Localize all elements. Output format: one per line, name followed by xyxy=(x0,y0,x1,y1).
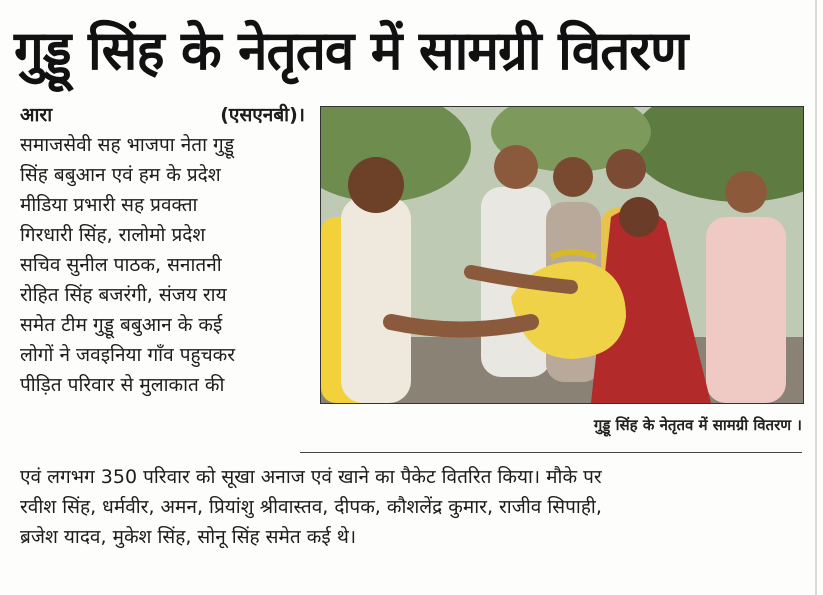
column-line: पीड़ित परिवार से मुलाकात की xyxy=(20,374,225,396)
dateline xyxy=(20,100,305,130)
column-line: लोगों ने जवइनिया गाँव पहुचकर xyxy=(20,344,236,366)
column-line: समाजसेवी सह भाजपा नेता गुड्डू xyxy=(20,134,235,156)
column-line: रोहित सिंह बजरंगी, संजय राय xyxy=(20,284,227,306)
page-edge-rule xyxy=(815,0,817,595)
column-line: गिरधारी सिंह, रालोमो प्रदेश xyxy=(20,224,206,246)
continuation-line: रवीश सिंह, धर्मवीर, अमन, प्रियांशु श्रीवास्तव, दीपक, कौशलेंद्र कुमार, राजीव सिपाही, xyxy=(20,496,602,518)
column-line: समेत टीम गुड्डू बबुआन के कई xyxy=(20,314,223,336)
article-continuation xyxy=(20,462,810,552)
column-line: मीडिया प्रभारी सह प्रवक्ता xyxy=(20,194,198,216)
headline: गुड्डू सिंह के नेतृतव में सामग्री वितरण xyxy=(14,19,688,82)
continuation-line: ब्रजेश यादव, मुकेश सिंह, सोनू सिंह समेत कई थे। xyxy=(20,526,357,548)
dateline-city: आरा xyxy=(20,104,53,126)
photo-caption: गुड्डू सिंह के नेतृतव में सामग्री वितरण । xyxy=(593,416,802,434)
column-line: सचिव सुनील पाठक, सनातनी xyxy=(20,254,222,276)
continuation-line: एवं लगभग 350 परिवार को सूखा अनाज एवं खाने का पैकेट वितरित किया। मौके पर xyxy=(20,466,602,488)
column-line: सिंह बबुआन एवं हम के प्रदेश xyxy=(20,164,221,186)
caption-divider xyxy=(300,452,802,453)
photo-illustration xyxy=(321,107,803,403)
news-photo xyxy=(320,106,804,404)
dateline-agency: (एसएनबी)। xyxy=(220,104,305,126)
article-column xyxy=(20,100,305,400)
